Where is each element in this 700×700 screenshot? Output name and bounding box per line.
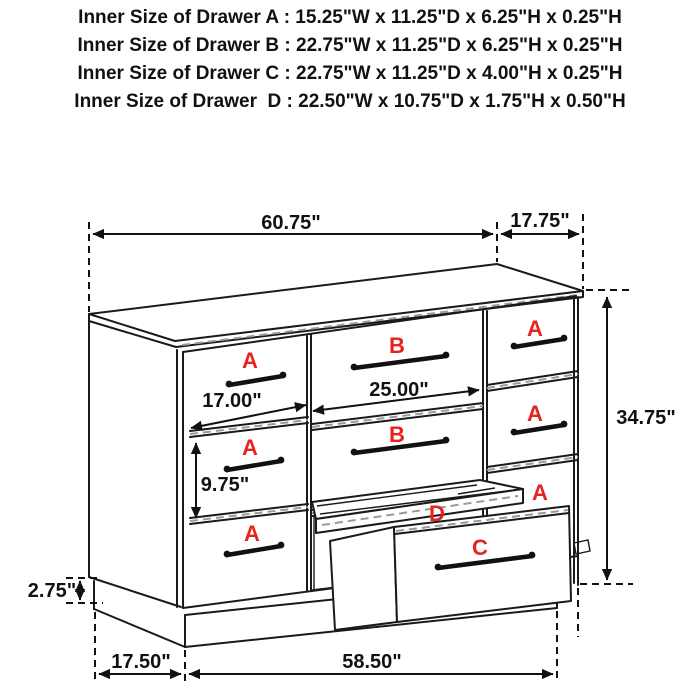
- dim-base-height-label: 2.75": [27, 580, 77, 602]
- dim-overall-height-label: 34.75": [616, 407, 676, 429]
- dim-drawer-b-width-label: 25.00": [369, 379, 429, 401]
- drawer-size-line-a: Inner Size of Drawer A : 15.25"W x 11.25"D x 6.25"H x 0.25"H: [78, 7, 622, 28]
- drawer-size-line-c: Inner Size of Drawer C : 22.75"W x 11.25"D x 4.00"H x 0.25"H: [77, 63, 623, 84]
- label-drawer-a2-right: A: [527, 401, 543, 426]
- label-drawer-b1: B: [389, 333, 405, 358]
- label-drawer-d: D: [429, 501, 445, 526]
- drawer-glide-bracket: [574, 540, 590, 554]
- label-drawer-b2: B: [389, 422, 405, 447]
- dim-drawer-a-width-label: 17.00": [202, 390, 262, 412]
- handle-a1-left: [226, 372, 287, 388]
- label-drawer-a2-left: A: [242, 435, 258, 460]
- dim-base-depth-label: 17.50": [111, 651, 171, 673]
- label-drawer-c: C: [472, 535, 488, 560]
- dim-base-width-label: 58.50": [342, 651, 402, 673]
- drawer-size-line-b: Inner Size of Drawer B : 22.75"W x 11.25"D x 6.25"H x 0.25"H: [77, 35, 623, 56]
- label-drawer-a1-left: A: [242, 348, 258, 373]
- dim-top-width-label: 60.75": [261, 212, 321, 234]
- label-drawer-a1-right: A: [527, 316, 543, 341]
- dim-drawer-a-height-label: 9.75": [200, 474, 250, 496]
- label-drawer-a3-right: A: [532, 480, 548, 505]
- inner-size-table: [0, 4, 700, 116]
- drawer-size-line-d: Inner Size of Drawer D : 22.50"W x 10.75"D x 1.75"H x 0.50"H: [74, 91, 626, 112]
- dim-top-depth-label: 17.75": [510, 210, 570, 232]
- label-drawer-a3-left: A: [244, 521, 260, 546]
